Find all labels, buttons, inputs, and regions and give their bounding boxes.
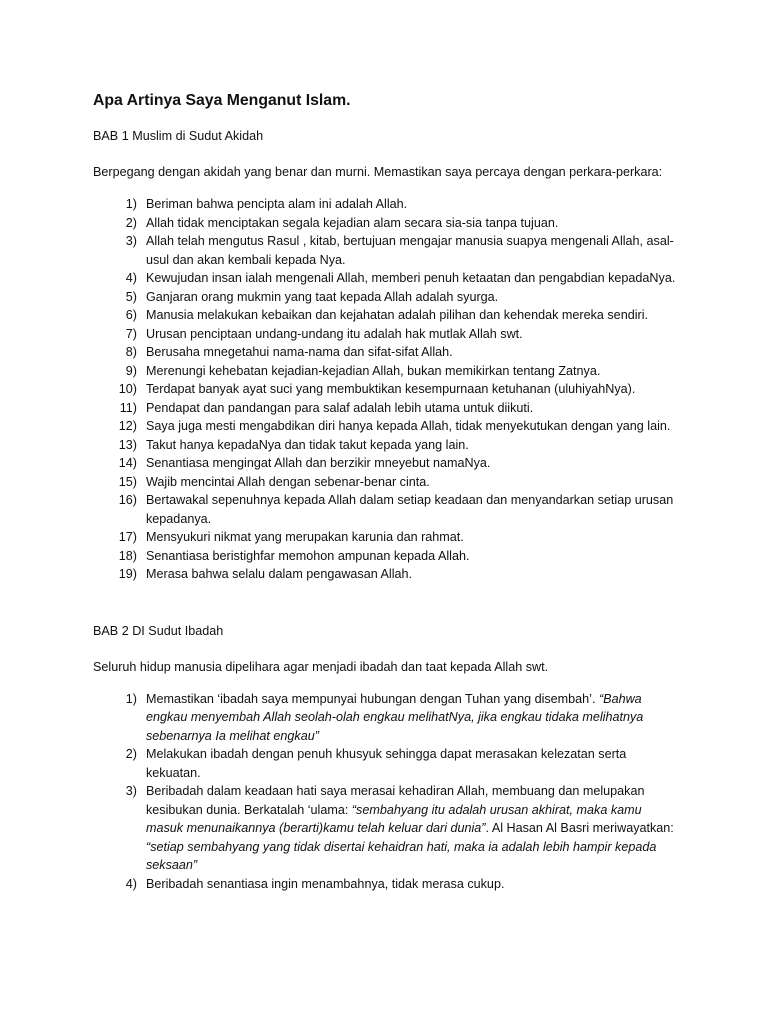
item-number: 19) [118,567,137,581]
item-text: Wajib mencintai Allah dengan sebenar-benar cinta. [146,474,430,489]
item-text: Berusaha mnegetahui nama-nama dan sifat-sifat Allah. [146,345,453,359]
item-text: Terdapat banyak ayat suci yang membuktikan kesempurnaan ketuhanan (uluhiyahNya). [146,382,636,396]
item-text [146,690,676,746]
section-spacer [93,584,708,622]
item-number: 13) [118,437,137,452]
item-text: Bertawakal sepenuhnya kepada Allah dalam setiap keadaan dan menyandarkan setiap urusan kepadanya. [146,493,674,526]
item-number: 5) [125,289,137,304]
bab2-heading: BAB 2 DI Sudut Ibadah [93,623,224,638]
item-quote: “sembahyang itu adalah urusan akhirat, maka kamu masuk menunaikannya (berarti)kamu telah keluar dari dunia” [146,802,642,835]
item-number: 15) [118,474,137,489]
item-text: Merasa bahwa selalu dalam pengawasan Allah. [146,567,413,581]
bab2-list [93,690,708,894]
item-number: 2) [125,747,137,761]
list-item [93,782,708,875]
item-text-plain: Memastikan ‘ibadah saya mempunyai hubungan dengan Tuhan yang disembah’. [146,691,599,706]
item-text-plain: Beribadah dalam keadaan hati saya merasai kehadiran Allah, membuang dan melupakan kesibukan dunia. Berkatalah ‘ulama: [146,784,645,817]
item-text: Merenungi kehebatan kejadian-kejadian Allah, bukan memikirkan tentang Zatnya. [146,363,601,378]
list-item [93,306,708,325]
item-number: 17) [118,530,137,544]
item-quote: “setiap sembahyang yang tidak disertai kehaidran hati, maka ia adalah lebih hampir kepada seksaan” [146,839,657,872]
bab1-intro: Berpegang dengan akidah yang benar dan murni. Memastikan saya percaya dengan perkara-perkara: [93,165,663,179]
list-item [93,362,708,381]
item-number: 11) [119,400,137,415]
item-number: 1) [125,197,137,211]
item-number: 9) [125,363,137,378]
list-item [93,547,708,566]
item-number: 3) [125,784,137,798]
item-text: Beribadah senantiasa ingin menambahnya, tidak merasa cukup. [146,876,505,891]
list-item [93,491,708,528]
item-text: Manusia melakukan kebaikan dan kejahatan adalah pilihan dan kehendak mereka sendiri. [146,308,648,322]
item-number: 4) [125,876,137,891]
item-text: Allah tidak menciptakan segala kejadian alam secara sia-sia tanpa tujuan. [146,215,559,230]
item-text: Senantiasa beristighfar memohon ampunan kepada Allah. [146,548,470,563]
list-item [93,436,708,455]
item-text [146,782,676,875]
item-number: 3) [125,234,137,248]
list-item [93,325,708,344]
item-text: Urusan penciptaan undang-undang itu adalah hak mutlak Allah swt. [146,326,523,341]
list-item [93,214,708,233]
item-text: Kewujudan insan ialah mengenali Allah, memberi penuh ketaatan dan pengabdian kepadaNya. [146,271,676,285]
item-text: Mensyukuri nikmat yang merupakan karunia dan rahmat. [146,530,464,544]
item-number: 10) [118,382,137,396]
list-item [93,380,708,399]
item-number: 1) [125,691,137,706]
item-text: Allah telah mengutus Rasul , kitab, bertujuan mengajar manusia suapya mengenali Allah, asal-usul dan akan kembali kepada Nya. [146,234,674,267]
list-item [93,399,708,418]
item-number: 8) [125,345,137,359]
list-item [93,417,708,436]
list-item [93,232,708,269]
item-number: 4) [125,271,137,285]
item-text: Melakukan ibadah dengan penuh khusyuk sehingga dapat merasakan kelezatan serta kekuatan. [146,747,627,780]
item-text: Beriman bahwa pencipta alam ini adalah Allah. [146,197,408,211]
item-quote: “Bahwa engkau menyembah Allah seolah-olah engkau melihatNya, jika engkau tidaka melihatnya sebenarnya Ia melihat engkau” [146,691,644,743]
list-item [93,690,708,746]
list-item [93,745,708,782]
item-number: 16) [118,493,137,507]
list-item [93,565,708,584]
list-item [93,528,708,547]
item-number: 2) [125,215,137,230]
item-text-plain: . Al Hasan Al Basri meriwayatkan: [485,821,674,835]
item-text: Senantiasa mengingat Allah dan berzikir mneyebut namaNya. [146,456,491,470]
document-title: Apa Artinya Saya Menganut Islam. [93,92,351,109]
item-text: Saya juga mesti mengabdikan diri hanya kepada Allah, tidak menyekutukan dengan yang lain. [146,419,671,433]
bab1-list [93,195,708,584]
list-item [93,288,708,307]
bab1-heading: BAB 1 Muslim di Sudut Akidah [93,129,264,143]
list-item [93,473,708,492]
bab2-intro: Seluruh hidup manusia dipelihara agar menjadi ibadah dan taat kepada Allah swt. [93,659,549,674]
item-number: 14) [118,456,137,470]
item-number: 7) [125,326,137,341]
list-item [93,343,708,362]
list-item [93,875,708,894]
item-number: 6) [125,308,137,322]
list-item [93,454,708,473]
item-number: 18) [118,548,137,563]
list-item [93,195,708,214]
item-text: Pendapat dan pandangan para salaf adalah lebih utama untuk diikuti. [146,400,534,415]
item-number: 12) [118,419,137,433]
item-text: Ganjaran orang mukmin yang taat kepada Allah adalah syurga. [146,289,499,304]
list-item [93,269,708,288]
item-text: Takut hanya kepadaNya dan tidak takut kepada yang lain. [146,437,469,452]
